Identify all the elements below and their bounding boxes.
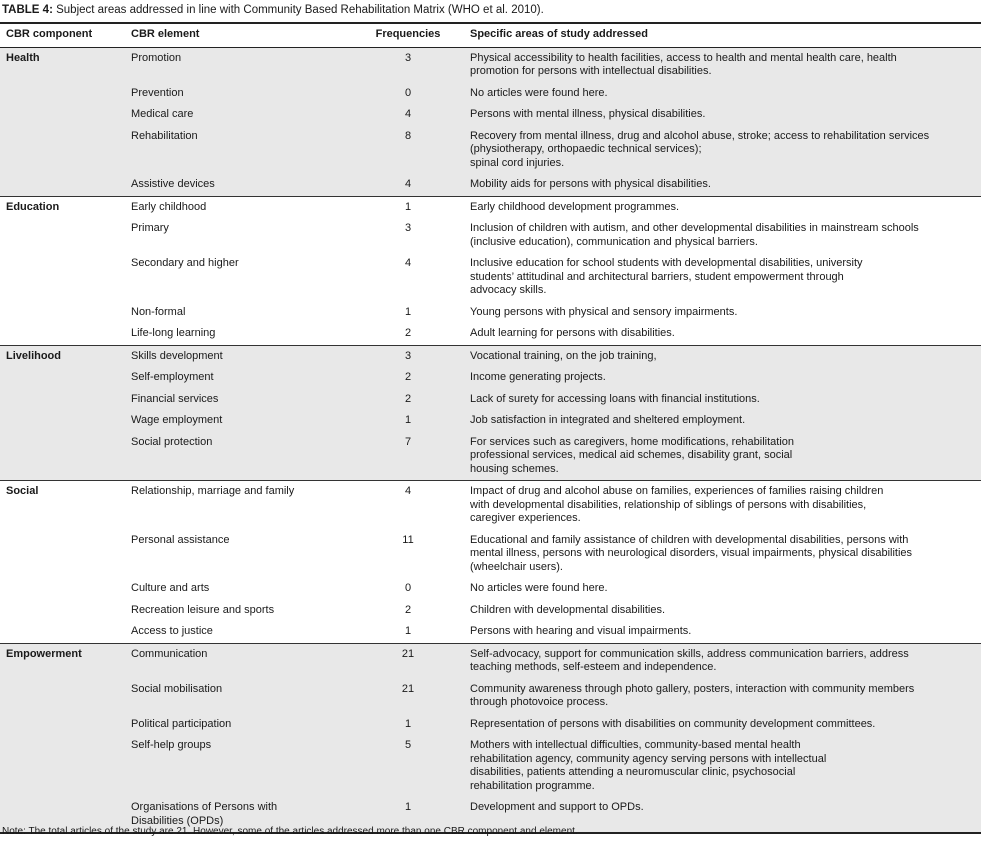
frequency-cell: 5: [352, 735, 464, 797]
cbr-component-cell: [0, 104, 125, 126]
cbr-element-cell: Financial services: [125, 389, 352, 411]
cbr-element-cell: Personal assistance: [131, 533, 230, 546]
specific-areas-cell: No articles were found here.: [470, 582, 608, 594]
cbr-component-cell: Education: [0, 196, 125, 218]
cbr-table: [0, 22, 981, 834]
specific-areas-cell: Inclusive education for school students with developmental disabilities, university students’ attitudinal and architectural barriers, student empowerment through advocacy skills.: [470, 257, 863, 296]
frequency-cell: 3: [352, 345, 464, 367]
frequency-cell: 0: [352, 83, 464, 105]
specific-areas-cell: Young persons with physical and sensory impairments.: [470, 305, 738, 318]
frequency-cell: 4: [352, 174, 464, 196]
specific-areas-cell: Impact of drug and alcohol abuse on families, experiences of families raising children with developmental disabilities, relationship of siblings of persons with disabilities, caregiver experiences.: [464, 481, 981, 530]
cbr-component-cell: [0, 174, 125, 196]
table-row: [0, 735, 981, 797]
frequency-cell: 21: [352, 679, 464, 714]
frequency-cell: 3: [352, 47, 464, 83]
cbr-element-cell: Political participation: [125, 714, 352, 736]
cbr-component-cell: [0, 323, 125, 345]
table-label: TABLE 4:: [2, 4, 53, 16]
specific-areas-cell: For services such as caregivers, home modifications, rehabilitation professional services, medical aid schemes, disability grant, social housing schemes.: [464, 432, 981, 481]
cbr-element-cell: Assistive devices: [125, 174, 352, 196]
cbr-element-cell: Wage employment: [125, 410, 352, 432]
cbr-component-cell: [0, 530, 125, 579]
frequency-cell: 21: [352, 643, 464, 679]
specific-areas-cell: Educational and family assistance of children with developmental disabilities, persons with mental illness, persons with neurological disorders, visual impairments, physical disabilities (wheelchair users).: [470, 533, 913, 573]
table-row: [0, 530, 981, 579]
frequency-cell: 3: [404, 222, 412, 234]
cbr-component-cell: [0, 389, 125, 411]
table-row: [0, 367, 981, 389]
cbr-component-cell: Social: [0, 481, 125, 530]
specific-areas-cell: Community awareness through photo gallery, posters, interaction with community members through photovoice process.: [464, 679, 981, 714]
table-body: [0, 47, 981, 833]
specific-areas-cell: Income generating projects.: [464, 367, 981, 389]
cbr-element-cell: Secondary and higher: [131, 257, 239, 269]
cbr-element-cell: Access to justice: [131, 625, 213, 637]
specific-areas-cell: Adult learning for persons with disabilities.: [470, 327, 675, 339]
table-row: [0, 218, 981, 253]
table-row: [0, 196, 981, 218]
frequency-cell: 4: [352, 481, 464, 530]
frequency-cell: 1: [352, 714, 464, 736]
specific-areas-cell: Children with developmental disabilities.: [470, 603, 666, 616]
cbr-element-cell: Social mobilisation: [125, 679, 352, 714]
cbr-component-cell: [0, 218, 125, 253]
frequency-cell: 7: [352, 432, 464, 481]
specific-areas-cell: Lack of surety for accessing loans with financial institutions.: [464, 389, 981, 411]
specific-areas-cell: No articles were found here.: [464, 83, 981, 105]
table-row: [0, 714, 981, 736]
specific-areas-cell: Persons with mental illness, physical disabilities.: [464, 104, 981, 126]
specific-areas-cell: Self-advocacy, support for communication skills, address communication barriers, address teaching methods, self-esteem and independence.: [464, 643, 981, 679]
header-row: [0, 23, 981, 47]
frequency-cell: 2: [404, 603, 412, 616]
table-row: [0, 432, 981, 481]
specific-areas-cell: Development and support to OPDs.: [464, 797, 981, 833]
frequency-cell: 1: [352, 410, 464, 432]
cbr-element-cell: Self-employment: [125, 367, 352, 389]
table-row: [0, 47, 981, 83]
table-row: [0, 679, 981, 714]
table-row: [0, 323, 981, 345]
specific-areas-cell: Inclusion of children with autism, and other developmental disabilities in mainstream schools (inclusive education), communication and physical barriers.: [470, 222, 919, 248]
table-row: [0, 389, 981, 411]
header-cbr-component: CBR component: [0, 23, 125, 47]
frequency-cell: 0: [404, 582, 412, 594]
cbr-element-cell: Self-help groups: [125, 735, 352, 797]
table-row: [0, 126, 981, 175]
frequency-cell: 1: [404, 625, 412, 637]
frequency-cell: 2: [352, 389, 464, 411]
frequency-cell: 2: [404, 327, 412, 339]
table-row: [0, 410, 981, 432]
specific-areas-cell: Vocational training, on the job training,: [464, 345, 981, 367]
specific-areas-cell: Physical accessibility to health facilities, access to health and mental health care, health promotion for persons with intellectual disabilities.: [464, 47, 981, 83]
frequency-cell: 11: [402, 533, 414, 546]
table-row: [0, 578, 981, 600]
cbr-component-cell: [0, 302, 125, 324]
header-frequencies: Frequencies: [352, 23, 464, 47]
cbr-component-cell: [0, 714, 125, 736]
specific-areas-cell: Persons with hearing and visual impairments.: [470, 625, 692, 637]
table-row: [0, 83, 981, 105]
cbr-element-cell: Medical care: [125, 104, 352, 126]
cbr-component-cell: [0, 126, 125, 175]
cbr-element-cell: Recreation leisure and sports: [131, 603, 275, 616]
cbr-component-cell: [0, 367, 125, 389]
frequency-cell: 1: [404, 305, 412, 318]
frequency-cell: 1: [352, 196, 464, 218]
cbr-element-cell: Prevention: [125, 83, 352, 105]
specific-areas-cell: Early childhood development programmes.: [464, 196, 981, 218]
frequency-cell: 4: [352, 104, 464, 126]
specific-areas-cell: Job satisfaction in integrated and sheltered employment.: [464, 410, 981, 432]
cbr-component-cell: [0, 83, 125, 105]
cbr-component-cell: Livelihood: [0, 345, 125, 367]
specific-areas-cell: Mobility aids for persons with physical disabilities.: [464, 174, 981, 196]
header-specific-areas: Specific areas of study addressed: [464, 23, 981, 47]
cbr-component-cell: [0, 410, 125, 432]
cbr-element-cell: Early childhood: [125, 196, 352, 218]
table-row: [0, 302, 981, 324]
cbr-element-cell: Rehabilitation: [125, 126, 352, 175]
frequency-cell: 1: [352, 797, 464, 833]
frequency-cell: 4: [404, 257, 412, 269]
table-row: [0, 345, 981, 367]
cbr-component-cell: [0, 578, 125, 600]
cbr-element-cell: Organisations of Persons with Disabilities (OPDs): [125, 797, 352, 833]
cbr-element-cell: Non-formal: [131, 305, 186, 318]
table-caption: [2, 4, 544, 16]
table-row: [0, 174, 981, 196]
cbr-component-cell: [0, 600, 125, 622]
table-row: [0, 481, 981, 530]
cbr-component-cell: [0, 253, 125, 302]
table-row: [0, 621, 981, 643]
table-title: Subject areas addressed in line with Community Based Rehabilitation Matrix (WHO et al. 2010).: [52, 4, 544, 16]
cbr-element-cell: Culture and arts: [131, 582, 210, 594]
frequency-cell: 2: [352, 367, 464, 389]
specific-areas-cell: Mothers with intellectual difficulties, community-based mental health rehabilitation agency, community agency serving persons with intellectual disabilities, patients attending a neuromuscular clinic, psychosocial rehabilitation programme.: [464, 735, 981, 797]
cbr-element-cell: Communication: [125, 643, 352, 679]
table-row: [0, 253, 981, 302]
specific-areas-cell: Representation of persons with disabilities on community development committees.: [464, 714, 981, 736]
table-row: [0, 643, 981, 679]
cbr-component-cell: [0, 735, 125, 797]
cbr-element-cell: Skills development: [125, 345, 352, 367]
cbr-component-cell: Health: [0, 47, 125, 83]
cbr-component-cell: [0, 432, 125, 481]
header-cbr-element: CBR element: [125, 23, 352, 47]
table-note: Note: The total articles of the study are 21. However, some of the articles addressed more than one CBR component and element.: [2, 826, 578, 837]
table-row: [0, 104, 981, 126]
cbr-component-cell: [0, 621, 125, 643]
cbr-component-cell: Empowerment: [0, 643, 125, 679]
cbr-element-cell: Life-long learning: [131, 327, 216, 339]
cbr-component-cell: [0, 679, 125, 714]
table-row: [0, 600, 981, 622]
cbr-element-cell: Primary: [131, 222, 169, 234]
cbr-element-cell: Relationship, marriage and family: [125, 481, 352, 530]
frequency-cell: 8: [352, 126, 464, 175]
cbr-element-cell: Social protection: [125, 432, 352, 481]
cbr-element-cell: Promotion: [125, 47, 352, 83]
specific-areas-cell: Recovery from mental illness, drug and alcohol abuse, stroke; access to rehabilitation services (physiotherapy, orthopaedic technical services); spinal cord injuries.: [464, 126, 981, 175]
